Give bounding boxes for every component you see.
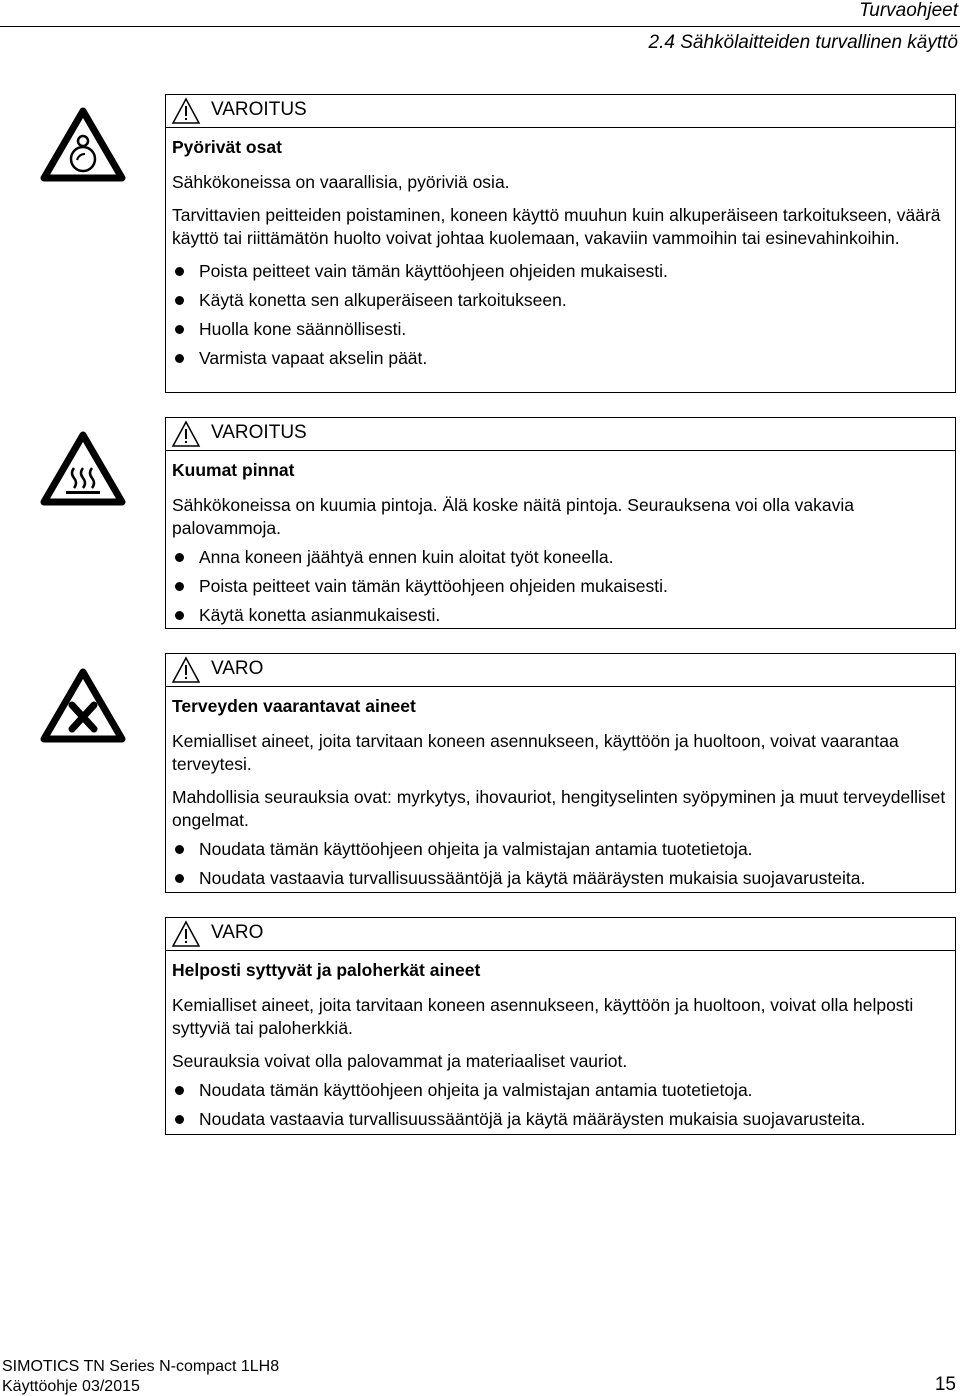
- product-name: SIMOTICS TN Series N-compact 1LH8: [2, 1358, 280, 1375]
- instruction-item: Poista peitteet vain tämän käyttöohjeen ohjeiden mukaisesti.: [172, 575, 949, 598]
- instruction-item: Anna koneen jäähtyä ennen kuin aloitat työt koneella.: [172, 546, 949, 569]
- warning-paragraph: Sähkökoneissa on vaarallisia, pyöriviä osia.: [172, 172, 510, 192]
- warning-box-header: [166, 418, 955, 451]
- warning-paragraph: Sähkökoneissa on kuumia pintoja. Älä koske näitä pintoja. Seurauksena voi olla vakavia palovammoja.: [172, 495, 854, 538]
- instruction-list: [172, 838, 949, 890]
- warning-triangle-icon: [171, 920, 201, 948]
- warning-box-header: [166, 654, 955, 687]
- header-rule: [0, 26, 960, 27]
- warning-box-header: [166, 95, 955, 128]
- warning-triangle-icon: [171, 656, 201, 684]
- hazard-title: Pyörivät osat: [172, 137, 282, 157]
- chapter-title: Turvaohjeet: [859, 0, 958, 21]
- instruction-item: Varmista vapaat akselin päät.: [172, 347, 949, 370]
- signal-word: VAROITUS: [211, 422, 307, 443]
- warning-paragraph: Seurauksia voivat olla palovammat ja materiaaliset vauriot.: [172, 1051, 628, 1071]
- instruction-item: Noudata tämän käyttöohjeen ohjeita ja valmistajan antamia tuotetietoja.: [172, 838, 949, 861]
- instruction-list: [172, 260, 949, 370]
- warning-paragraph: Kemialliset aineet, joita tarvitaan koneen asennukseen, käyttöön ja huoltoon, voivat olla helposti syttyviä tai paloherkkiä.: [172, 995, 914, 1038]
- section-title: 2.4 Sähkölaitteiden turvallinen käyttö: [648, 32, 958, 53]
- warning-paragraph: Kemialliset aineet, joita tarvitaan koneen asennukseen, käyttöön ja huoltoon, voivat vaarantaa terveytesi.: [172, 731, 899, 774]
- hot-surface-icon: [40, 430, 126, 506]
- warning-triangle-icon: [171, 97, 201, 125]
- hazard-title: Kuumat pinnat: [172, 460, 295, 480]
- signal-word: VARO: [211, 658, 264, 679]
- instruction-item: Poista peitteet vain tämän käyttöohjeen ohjeiden mukaisesti.: [172, 260, 949, 283]
- instruction-item: Noudata vastaavia turvallisuussääntöjä ja käytä määräysten mukaisia suojavarusteita.: [172, 867, 949, 890]
- hazard-title: Helposti syttyvät ja paloherkät aineet: [172, 960, 481, 980]
- harmful-substance-icon: [40, 667, 126, 743]
- signal-word: VARO: [211, 922, 264, 943]
- instruction-item: Käytä konetta asianmukaisesti.: [172, 604, 949, 627]
- page-number: 15: [934, 1374, 956, 1395]
- instruction-list: [172, 546, 949, 627]
- instruction-item: Huolla kone säännöllisesti.: [172, 318, 949, 341]
- warning-box-header: [166, 918, 955, 951]
- warning-box-flammable: [165, 917, 956, 1135]
- document-info: Käyttöohje 03/2015: [2, 1378, 140, 1395]
- instruction-item: Noudata tämän käyttöohjeen ohjeita ja valmistajan antamia tuotetietoja.: [172, 1079, 949, 1102]
- hazard-title: Terveyden vaarantavat aineet: [172, 696, 416, 716]
- signal-word: VAROITUS: [211, 99, 307, 120]
- warning-triangle-icon: [171, 420, 201, 448]
- warning-box-rotating-parts: [165, 94, 956, 393]
- warning-paragraph: Mahdollisia seurauksia ovat: myrkytys, ihovauriot, hengityselinten syöpyminen ja muut terveydelliset ongelmat.: [172, 787, 946, 830]
- instruction-list: [172, 1079, 949, 1131]
- instruction-item: Noudata vastaavia turvallisuussääntöjä ja käytä määräysten mukaisia suojavarusteita.: [172, 1108, 949, 1131]
- warning-paragraph: Tarvittavien peitteiden poistaminen, koneen käyttö muuhun kuin alkuperäiseen tarkoitukseen, väärä käyttö tai riittämätön huolto voivat johtaa kuolemaan, vakaviin vammoihin tai esinevahinkoihin.: [172, 205, 941, 248]
- warning-box-hot-surfaces: [165, 417, 956, 629]
- rotating-parts-icon: [40, 106, 126, 182]
- warning-box-health-hazards: [165, 653, 956, 893]
- instruction-item: Käytä konetta sen alkuperäiseen tarkoitukseen.: [172, 289, 949, 312]
